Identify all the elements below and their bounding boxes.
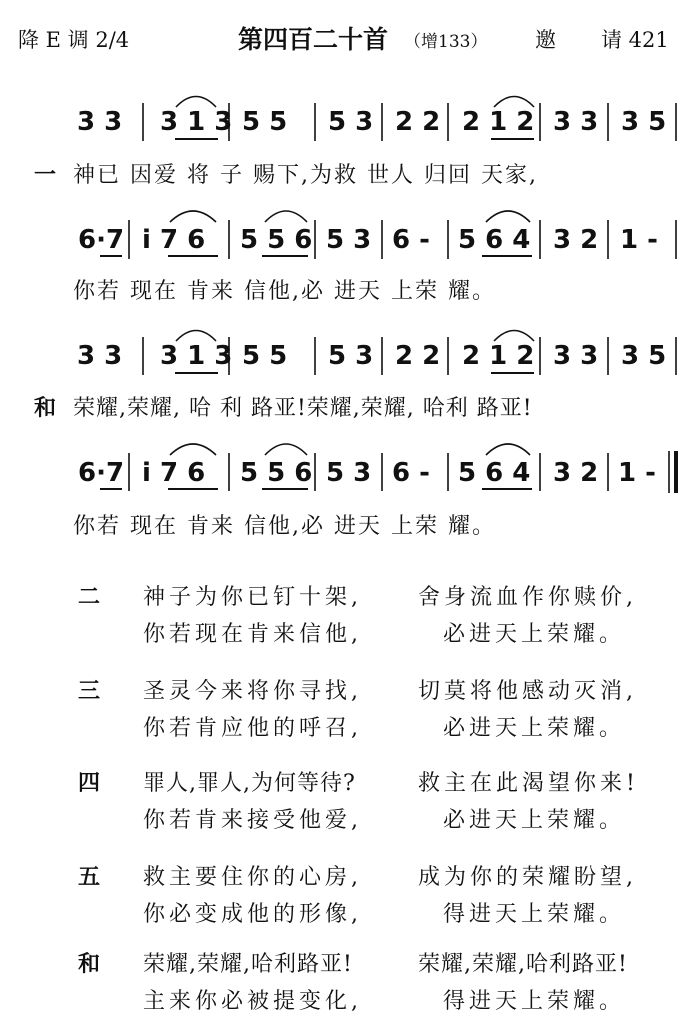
verse-3-line-2a: 你若肯应他的呼召, xyxy=(143,716,362,741)
verse-5-line-1a: 救主要住你的心房, xyxy=(143,865,362,890)
verse-3-line-1b: 切莫将他感动灭消, xyxy=(418,679,637,704)
chorus-verse-line-2a: 主来你必被提变化, xyxy=(143,989,362,1014)
measure-9-notes: 6·7 xyxy=(78,225,125,255)
verse-1-label: 一 xyxy=(34,162,59,188)
measure-27-notes: 5 5 6 xyxy=(240,458,313,488)
verse-5-line-1b: 成为你的荣耀盼望, xyxy=(418,865,637,890)
verse-4-line-2b: 必进天上荣耀。 xyxy=(443,808,626,833)
category-number: 请 421 xyxy=(601,28,669,52)
chorus-verse-line-1a: 荣耀,荣耀,哈利路亚! xyxy=(143,952,353,977)
measure-5-notes: 2 2 xyxy=(395,107,441,137)
category-label: 邀 xyxy=(535,28,556,52)
verse-4-line-1a: 罪人,罪人,为何等待? xyxy=(143,771,356,796)
measure-18-notes: 3 1 3 xyxy=(160,341,233,371)
verse-5-line-2a: 你必变成他的形像, xyxy=(143,902,362,927)
measure-21-notes: 2 2 xyxy=(395,341,441,371)
chorus-label: 和 xyxy=(34,395,59,421)
measure-6-notes: 2 1 2 xyxy=(462,107,535,137)
measure-19-notes: 5 5 xyxy=(242,341,288,371)
measure-14-notes: 5 6 4 xyxy=(458,225,531,255)
measure-26-notes: i 7 6 xyxy=(142,458,206,488)
verse-5-line-2b: 得进天上荣耀。 xyxy=(443,902,626,927)
chorus-verse-label: 和 xyxy=(78,952,101,977)
chorus-verse-line-1b: 荣耀,荣耀,哈利路亚! xyxy=(418,952,628,977)
measure-1-notes: 3 3 xyxy=(77,107,123,137)
key-signature: 降 E 调 2/4 xyxy=(18,28,130,52)
measure-13-notes: 6 - xyxy=(392,225,430,255)
verse-5-label: 五 xyxy=(78,865,101,890)
measure-24-notes: 3 5 xyxy=(621,341,667,371)
hymn-supplement-number: （增133） xyxy=(404,32,488,52)
measure-22-notes: 2 1 2 xyxy=(462,341,535,371)
measure-23-notes: 3 3 xyxy=(553,341,599,371)
measure-20-notes: 5 3 xyxy=(328,341,374,371)
measure-10-notes: i 7 6 xyxy=(142,225,206,255)
verse-2-line-2a: 你若现在肯来信他, xyxy=(143,622,362,647)
hymn-title: 第四百二十首 xyxy=(238,25,389,54)
verse-2-line-1b: 舍身流血作你赎价, xyxy=(418,585,637,610)
measure-32-notes: 1 - xyxy=(618,458,656,488)
measure-31-notes: 3 2 xyxy=(553,458,599,488)
measure-30-notes: 5 6 4 xyxy=(458,458,531,488)
measure-2-notes: 3 1 3 xyxy=(160,107,233,137)
verse-3-line-1a: 圣灵今来将你寻找, xyxy=(143,679,362,704)
verse-2-line-2b: 必进天上荣耀。 xyxy=(443,622,626,647)
measure-29-notes: 6 - xyxy=(392,458,430,488)
measure-17-notes: 3 3 xyxy=(77,341,123,371)
measure-7-notes: 3 3 xyxy=(553,107,599,137)
measure-16-notes: 1 - xyxy=(620,225,658,255)
lyrics-line-1: 神已 因爱 将 子 赐下,为救 世人 归回 天家, xyxy=(73,163,538,188)
measure-15-notes: 3 2 xyxy=(553,225,599,255)
lyrics-line-3: 荣耀,荣耀, 哈 利 路亚!荣耀,荣耀, 哈利 路亚! xyxy=(73,396,533,421)
verse-4-label: 四 xyxy=(78,771,101,796)
measure-11-notes: 5 5 6 xyxy=(240,225,313,255)
lyrics-line-2: 你若 现在 肯来 信他,必 进天 上荣 耀。 xyxy=(73,279,496,304)
chorus-verse-line-2b: 得进天上荣耀。 xyxy=(443,989,626,1014)
measure-12-notes: 5 3 xyxy=(326,225,372,255)
measure-25-notes: 6·7 xyxy=(78,458,125,488)
measure-8-notes: 3 5 xyxy=(621,107,667,137)
verse-3-label: 三 xyxy=(78,679,101,704)
verse-3-line-2b: 必进天上荣耀。 xyxy=(443,716,626,741)
verse-2-line-1a: 神子为你已钉十架, xyxy=(143,585,362,610)
verse-2-label: 二 xyxy=(78,585,101,610)
measure-28-notes: 5 3 xyxy=(326,458,372,488)
verse-4-line-1b: 救主在此渴望你来! xyxy=(418,771,639,796)
lyrics-line-4: 你若 现在 肯来 信他,必 进天 上荣 耀。 xyxy=(73,514,496,539)
measure-3-notes: 5 5 xyxy=(242,107,288,137)
verse-4-line-2a: 你若肯来接受他爱, xyxy=(143,808,362,833)
measure-4-notes: 5 3 xyxy=(328,107,374,137)
